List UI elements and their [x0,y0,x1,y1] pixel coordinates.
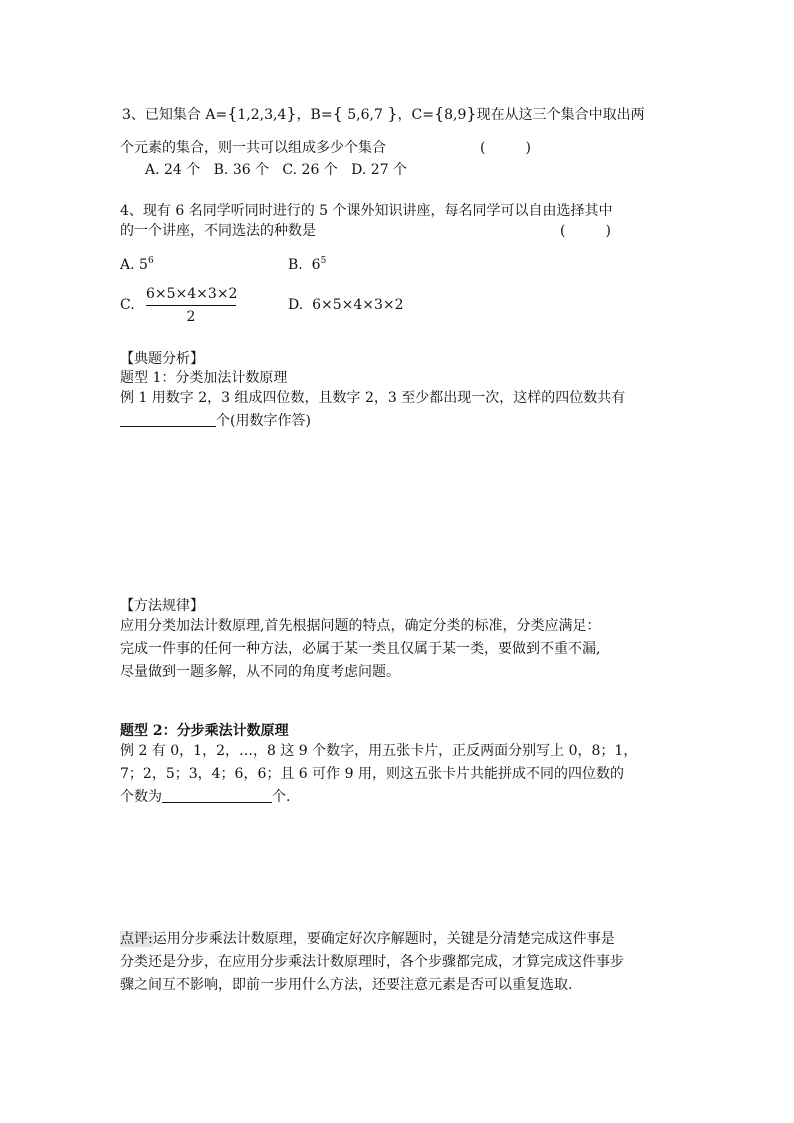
comment-line1-text: 运用分步乘法计数原理，要确定好次序解题时，关键是分清楚完成这件事是 [152,931,615,947]
setB-label: ，B= [296,107,333,123]
option-a-base: 5 [139,257,148,273]
q4-option-b [288,256,326,274]
setA-open-brace: { [227,104,238,123]
method-line3: 尽量做到一题多解，从不同的角度考虑问题。 [120,664,400,680]
method-line1: 应用分类加法计数原理,首先根据问题的特点，确定分类的标准，分类应满足： [120,618,601,634]
fraction-numerator: 6×5×4×3×2 [146,286,238,302]
method-line2: 完成一件事的任何一种方法，必属于某一类且仅属于某一类，要做到不重不漏, [120,641,601,657]
example2-line1: 例 2 有 0，1，2，…，8 这 9 个数字，用五张卡片，正反两面分别写上 0，8；1， [120,743,638,759]
q4-answer-paren: ( ) [560,223,611,239]
example2-line2: 7；2，5；3，4；6，6；且 6 可作 9 用，则这五张卡片共能拼成不同的四位数的 [120,766,624,782]
example2-line3-tail: 个. [272,789,291,805]
q4-option-a [120,256,154,274]
comment-line1 [120,930,615,948]
setC-close-brace: } [466,104,477,123]
q4-line2: 的一个讲座，不同选法的种数是 [120,223,316,239]
q3-options: A. 24 个 B. 36 个 C. 26 个 D. 27 个 [145,162,408,178]
comment-line2: 分类还是分步，在应用分步乘法计数原理时，各个步骤都完成，才算完成这件事步 [120,954,624,970]
fraction-denominator: 2 [186,309,196,325]
method-heading: 【方法规律】 [120,598,204,614]
q4-option-d: D. 6×5×4×3×2 [288,297,404,313]
example1-line1: 例 1 用数字 2，3 组成四位数，且数字 2，3 至少都出现一次，这样的四位数共有 [120,390,626,406]
setC-label: ，C= [397,107,434,123]
option-a-exponent: 6 [147,256,154,266]
example2-answer-blank [162,788,272,803]
q3-line2: 个元素的集合，则一共可以组成多少个集合 [120,140,386,156]
fraction-bar [146,305,236,306]
type2-title: 题型 2：分步乘法计数原理 [120,723,289,739]
type1-title: 题型 1：分类加法计数原理 [120,370,288,386]
example1-line2 [120,412,311,430]
example2-line3-head: 个数为 [120,789,162,805]
option-b-base: 6 [311,257,321,273]
q3-text-tail: 现在从这三个集合中取出两 [476,107,645,123]
setB-open-brace: { [332,104,343,123]
setC-open-brace: { [433,104,445,123]
setC-elements: 8,9 [444,107,467,123]
setB-close-brace: } [387,104,398,123]
example2-line3 [120,788,290,806]
option-a-label: A. [120,257,135,273]
option-b-label: B. [288,257,303,273]
q3-line1 [122,105,645,124]
setB-elements: 5,6,7 [342,107,388,123]
example1-tail: 个(用数字作答) [216,413,311,429]
option-b-exponent: 5 [320,256,327,266]
option-c-label: C. [120,297,135,313]
comment-line3: 骤之间互不影响，即前一步用什么方法，还要注意元素是否可以重复选取. [120,977,573,993]
example1-answer-blank [120,412,216,427]
setA-close-brace: } [286,104,297,123]
option-c-fraction [146,285,236,326]
comment-label: 点评: [120,931,153,947]
q3-answer-paren: ( ) [480,140,531,156]
q4-line1: 4、现有 6 名同学听同时进行的 5 个课外知识讲座，每名同学可以自由选择其中 [120,203,613,219]
typical-analysis-heading: 【典题分析】 [120,351,204,367]
setA-elements: 1,2,3,4 [237,107,287,123]
q3-number: 3、已知集合 A= [122,107,228,123]
